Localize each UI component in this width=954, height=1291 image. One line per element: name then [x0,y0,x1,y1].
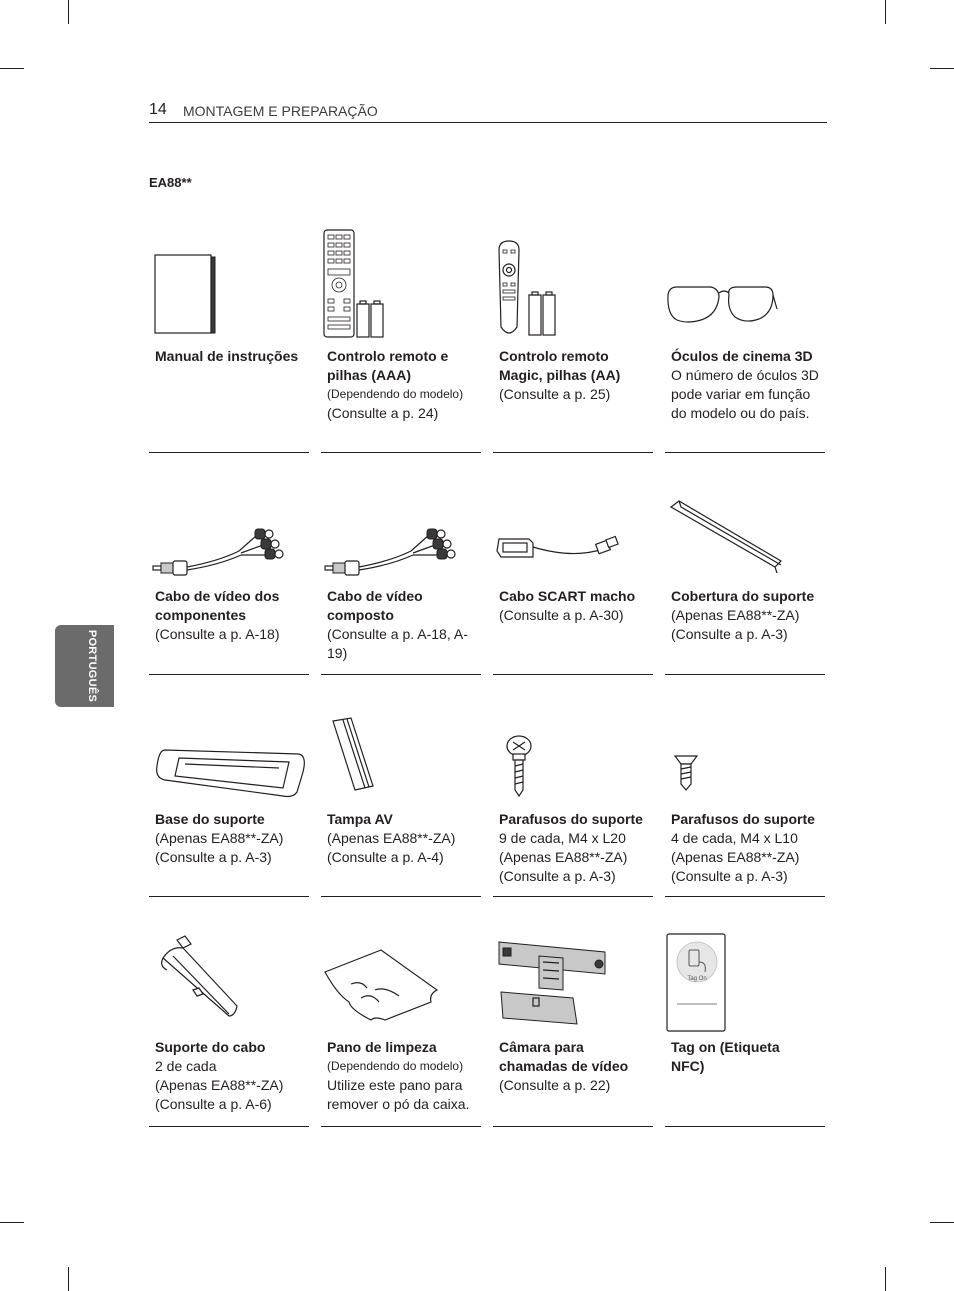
item-title: Controlo remoto Magic, pilhas (AA) [499,348,621,383]
item-detail: (Consulte a p. A-18) [155,626,280,642]
item-title: Parafusos do suporte [671,811,815,827]
item-detail: (Consulte a p. A-3) [671,626,788,642]
item-title: Cabo SCART macho [499,588,636,604]
item-detail: (Apenas EA88**-ZA) [155,830,284,846]
item-detail: (Consulte a p. 22) [499,1077,611,1093]
item-detail: (Apenas EA88**-ZA) [499,849,628,865]
item-detail: 9 de cada, M4 x L20 [499,830,626,846]
item-title: Manual de instruções [155,348,299,364]
item-title: Tag on (Etiqueta NFC) [671,1039,780,1074]
item-title: Parafusos do suporte [499,811,643,827]
crop-mark [930,1222,954,1223]
crop-mark [885,1267,886,1291]
divider [321,674,481,675]
crop-mark [930,68,954,69]
divider [149,896,309,897]
divider [321,452,481,453]
item-title: Câmara para chamadas de vídeo [499,1039,629,1074]
item-detail: Utilize este pano para remover o pó da caixa. [327,1077,470,1112]
crop-mark [0,1222,24,1223]
model-label: EA88** [149,175,192,190]
page-header [149,100,827,123]
item-detail: (Apenas EA88**-ZA) [671,607,800,623]
item-title: Suporte do cabo [155,1039,266,1055]
item-title: Cobertura do suporte [671,588,815,604]
divider [149,1126,309,1127]
divider [665,674,825,675]
divider [665,452,825,453]
crop-mark [885,0,886,24]
item-detail: 4 de cada, M4 x L10 [671,830,798,846]
item-detail: (Consulte a p. A-6) [155,1096,272,1112]
item-detail: (Consulte a p. A-3) [671,868,788,884]
item-title: Base do suporte [155,811,265,827]
item-detail: (Consulte a p. A-18, A-19) [327,626,468,661]
crop-mark [0,68,24,69]
item-detail: (Consulte a p. A-4) [327,849,444,865]
item-detail: (Consulte a p. 24) [327,405,439,421]
item-title: Controlo remoto e pilhas (AAA) [327,348,449,383]
divider [665,896,825,897]
divider [149,452,309,453]
item-title: Óculos de cinema 3D [671,348,813,364]
divider [321,1126,481,1127]
divider [493,674,653,675]
language-tab-label: PORTUGUÊS [86,629,98,703]
section-title: MONTAGEM E PREPARAÇÃO [183,103,378,119]
item-note: (Dependendo do modelo) [327,1059,464,1073]
nfc-tag-label: Tag On [687,976,707,982]
crop-mark [68,0,69,24]
divider [321,896,481,897]
crop-mark [68,1267,69,1291]
item-detail: (Consulte a p. A-3) [499,868,616,884]
divider [149,674,309,675]
item-detail: (Apenas EA88**-ZA) [155,1077,284,1093]
item-detail: (Consulte a p. A-30) [499,607,624,623]
page-number: 14 [149,101,167,118]
item-note: (Dependendo do modelo) [327,387,464,401]
item-detail: (Consulte a p. A-3) [155,849,272,865]
divider [665,1126,825,1127]
item-detail: (Apenas EA88**-ZA) [671,849,800,865]
item-detail: 2 de cada [155,1058,217,1074]
item-title: Cabo de vídeo dos componentes [155,588,280,623]
item-title: Tampa AV [327,811,393,827]
item-detail: (Consulte a p. 25) [499,386,611,402]
divider [493,896,653,897]
item-detail: (Apenas EA88**-ZA) [327,830,456,846]
divider [493,1126,653,1127]
divider [493,452,653,453]
language-tab [55,625,114,707]
item-detail: O número de óculos 3D pode variar em função do modelo ou do país. [671,367,819,421]
item-title: Pano de limpeza [327,1039,437,1055]
item-title: Cabo de vídeo composto [327,588,423,623]
